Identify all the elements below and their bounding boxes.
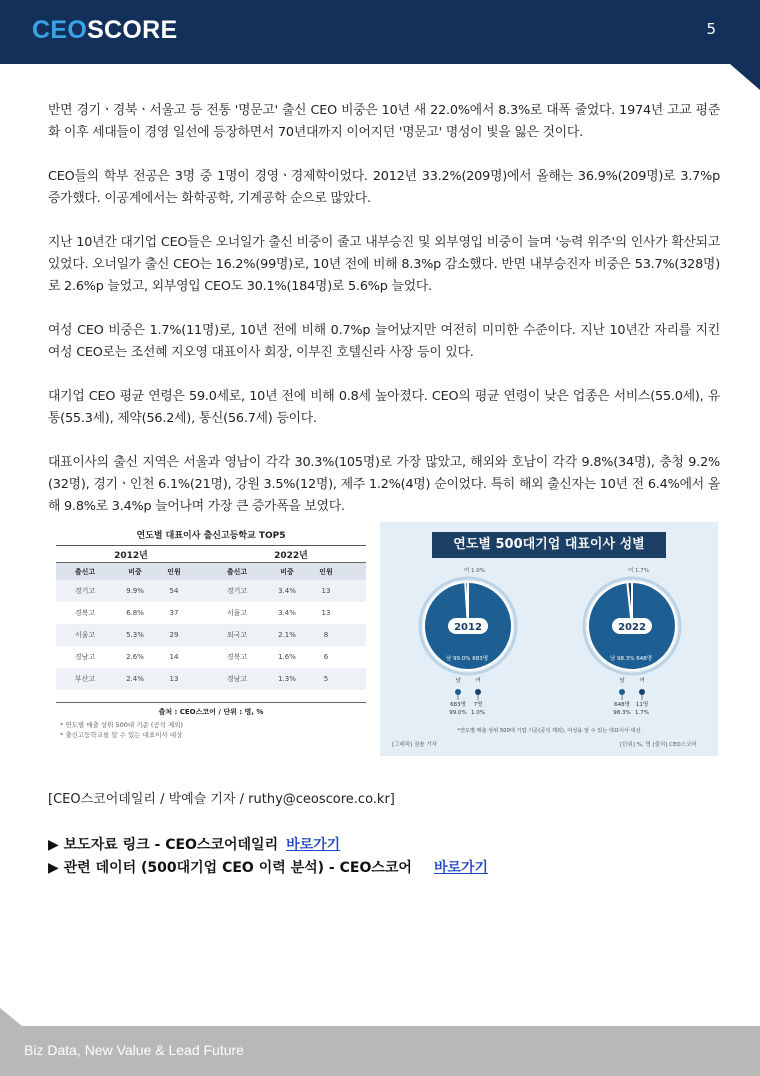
small-slice-label: 여 1.7%: [628, 568, 650, 574]
table-cell: 29: [169, 631, 179, 639]
byline: [CEO스코어데일리 / 박예슬 기자 / ruthy@ceoscore.co.kr]: [48, 792, 395, 807]
table-cell: 2.6%: [126, 653, 144, 661]
legend-label: 여: [475, 678, 481, 684]
table-header-row: [56, 562, 366, 580]
chart-title: 연도별 500대기업 대표이사 성별: [432, 532, 666, 558]
page-number: 5: [706, 20, 716, 38]
unit-source-credit: [단위] %, 명 [출처] CEO스코어: [620, 742, 697, 748]
table-cell: 1.3%: [278, 675, 296, 683]
table-row: [56, 602, 366, 624]
table-cell: 13: [169, 675, 179, 683]
table-cell: 1.6%: [278, 653, 296, 661]
legend-dot: [475, 689, 481, 695]
school-table-figure: [48, 522, 374, 754]
legend-percent: 1.0%: [471, 710, 485, 716]
table-cell: 서울고: [226, 609, 248, 617]
center-note: 남 99.0% 683명: [446, 656, 489, 662]
legend-percent: 1.7%: [635, 710, 649, 716]
table-cell: 서울고: [74, 631, 96, 639]
footer-tagline: Biz Data, New Value & Lead Future: [24, 1042, 244, 1058]
table-row: [56, 624, 366, 646]
table-row: [56, 580, 366, 602]
paragraph: 지난 10년간 대기업 CEO들은 오너일가 출신 비중이 줄고 내부승진 및 외부영입 비중이 늘며 '능력 위주'의 인사가 확산되고 있었다. 오너일가 출신 CEO는 16.2%(99명)로, 10년 전에 비해 8.3%p 감소했다. 반면 내부승진자 비중은 53.7%(328명)로 2.6%p 늘었고, 외부영입 CEO도 30.1%(184명)로 5.6%p 늘었다.: [48, 235, 720, 294]
table-cell: 경복고: [74, 609, 96, 617]
table-row: [56, 668, 366, 690]
legend-count: 7명: [473, 702, 483, 708]
press-release-link[interactable]: 바로가기: [286, 837, 341, 853]
column-header: 인원: [319, 567, 333, 576]
table-note: * 출신고등학교를 알 수 있는 대표이사 대상: [60, 731, 183, 739]
table-cell: 경기고: [226, 587, 248, 595]
legend-dot: [619, 689, 625, 695]
legend-percent: 99.0%: [449, 710, 467, 716]
year-label: 2012: [454, 622, 482, 633]
table-cell: 3.4%: [278, 609, 296, 617]
ceoscore-logo: CEOSCORE: [32, 16, 178, 44]
paragraph: 대기업 CEO 평균 연령은 59.0세로, 10년 전에 비해 0.8세 높아졌다. CEO의 평균 연령이 낮은 업종은 서비스(55.0세), 유통(55.3세), 제약(56.2세), 통신(56.7세) 등이다.: [48, 389, 720, 426]
table-row: [56, 646, 366, 668]
table-cell: 경북고: [226, 653, 248, 661]
table-cell: 13: [321, 587, 331, 595]
related-data-link[interactable]: 바로가기: [433, 860, 489, 876]
press-release-link-line: [48, 834, 340, 854]
gender-chart-figure: [380, 522, 718, 756]
column-header: 비중: [280, 567, 294, 576]
table-cell: 13: [321, 609, 331, 617]
table-cell: 2.4%: [126, 675, 144, 683]
year-left-label: 2012년: [114, 551, 148, 561]
table-cell: 54: [169, 587, 179, 595]
table-note: * 연도별 매출 상위 500대 기준 (공석 제외): [60, 721, 184, 729]
legend-count: 11명: [635, 702, 649, 708]
page-header: [0, 0, 760, 64]
paragraph: 반면 경기ㆍ경북ㆍ서울고 등 전통 '명문고' 출신 CEO 비중은 10년 새 22.0%에서 8.3%로 대폭 줄었다. 1974년 고교 평준화 이후 세대들이 경영 일선에 등장하면서 70년대까지 이어지던 '명문고' 명성이 빛을 잃은 것이다.: [48, 103, 720, 140]
legend-label: 남: [455, 678, 461, 684]
table-cell: 5.3%: [126, 631, 144, 639]
table-notes: [60, 720, 183, 740]
related-data-link-line: [48, 857, 488, 877]
year-label: 2022: [618, 622, 646, 633]
link-label: ▶ 관련 데이터 (500대기업 CEO 이력 분석) - CEO스코어: [48, 860, 412, 876]
column-header: 비중: [128, 567, 142, 576]
paragraph: 대표이사의 출신 지역은 서울과 영남이 각각 30.3%(105명)로 가장 많았고, 해외와 호남이 각각 9.8%(34명), 충청 9.2%(32명), 경기ㆍ인천 6.1%(21명), 강원 3.5%(12명), 제주 1.2%(4명) 순이었다. 특히 해외 출신자는 10년 전 6.4%에서 올해 9.8%로 3.4%p 늘어나며 가장 큰 증가폭을 보였다.: [48, 455, 720, 514]
table-cell: 2.1%: [278, 631, 296, 639]
center-note: 남 98.3% 648명: [610, 656, 653, 662]
legend-label: 남: [619, 678, 625, 684]
school-table: [56, 562, 366, 690]
table-cell: 14: [169, 653, 179, 661]
table-cell: 경기고: [74, 587, 96, 595]
table-cell: 6.8%: [126, 609, 144, 617]
column-header: 출신고: [74, 567, 96, 576]
year-right-label: 2022년: [274, 551, 308, 561]
table-cell: 8: [323, 631, 329, 639]
table-cell: 37: [169, 609, 179, 617]
legend-count: 648명: [614, 702, 630, 708]
article-body: [48, 100, 720, 540]
table-source: 출처 : CEO스코어 / 단위 : 명, %: [56, 702, 366, 717]
small-slice-label: 여 1.0%: [464, 568, 486, 574]
legend-dot: [639, 689, 645, 695]
graphic-credit: [그래픽] 권솔 기자: [392, 742, 437, 748]
table-cell: 부산고: [74, 675, 96, 683]
table-cell: 5: [323, 675, 329, 683]
legend-percent: 98.3%: [613, 710, 631, 716]
legend-dot: [455, 689, 461, 695]
table-cell: 6: [323, 653, 329, 661]
column-header: 출신고: [226, 567, 248, 576]
paragraph: 여성 CEO 비중은 1.7%(11명)로, 10년 전에 비해 0.7%p 늘어났지만 여전히 미미한 수준이다. 지난 10년간 자리를 지킨 여성 CEO로는 조선혜 지오영 대표이사 회장, 이부진 호텔신라 사장 등이 있다.: [48, 323, 720, 360]
paragraph: CEO들의 학부 전공은 3명 중 1명이 경영ㆍ경제학이었다. 2012년 33.2%(209명)에서 올해는 36.9%(209명)로 3.7%p 증가했다. 이공계에서는 화학공학, 기계공학 순으로 많았다.: [48, 169, 720, 206]
link-label: ▶ 보도자료 링크 - CEO스코어데일리: [48, 837, 279, 853]
page-footer: [0, 1026, 760, 1076]
table-cell: 외국고: [226, 631, 248, 639]
table-cell: 9.9%: [126, 587, 144, 595]
footer-corner: [0, 1008, 22, 1026]
header-corner: [730, 64, 760, 90]
table-cell: 3.4%: [278, 587, 296, 595]
column-header: 인원: [167, 567, 181, 576]
table-cell: 경남고: [74, 653, 96, 661]
legend-count: 683명: [450, 702, 466, 708]
figures-row: [48, 522, 720, 756]
table-cell: 경남고: [226, 675, 248, 683]
legend-label: 여: [639, 678, 645, 684]
table-body: [56, 580, 366, 690]
chart-footnote: *연도별 매출 상위 500대 기업 기준(공석 제외), 여성을 알 수 있는 대표이사 대상: [457, 728, 641, 734]
table-title: 연도별 대표이사 출신고등학교 TOP5: [56, 528, 366, 546]
